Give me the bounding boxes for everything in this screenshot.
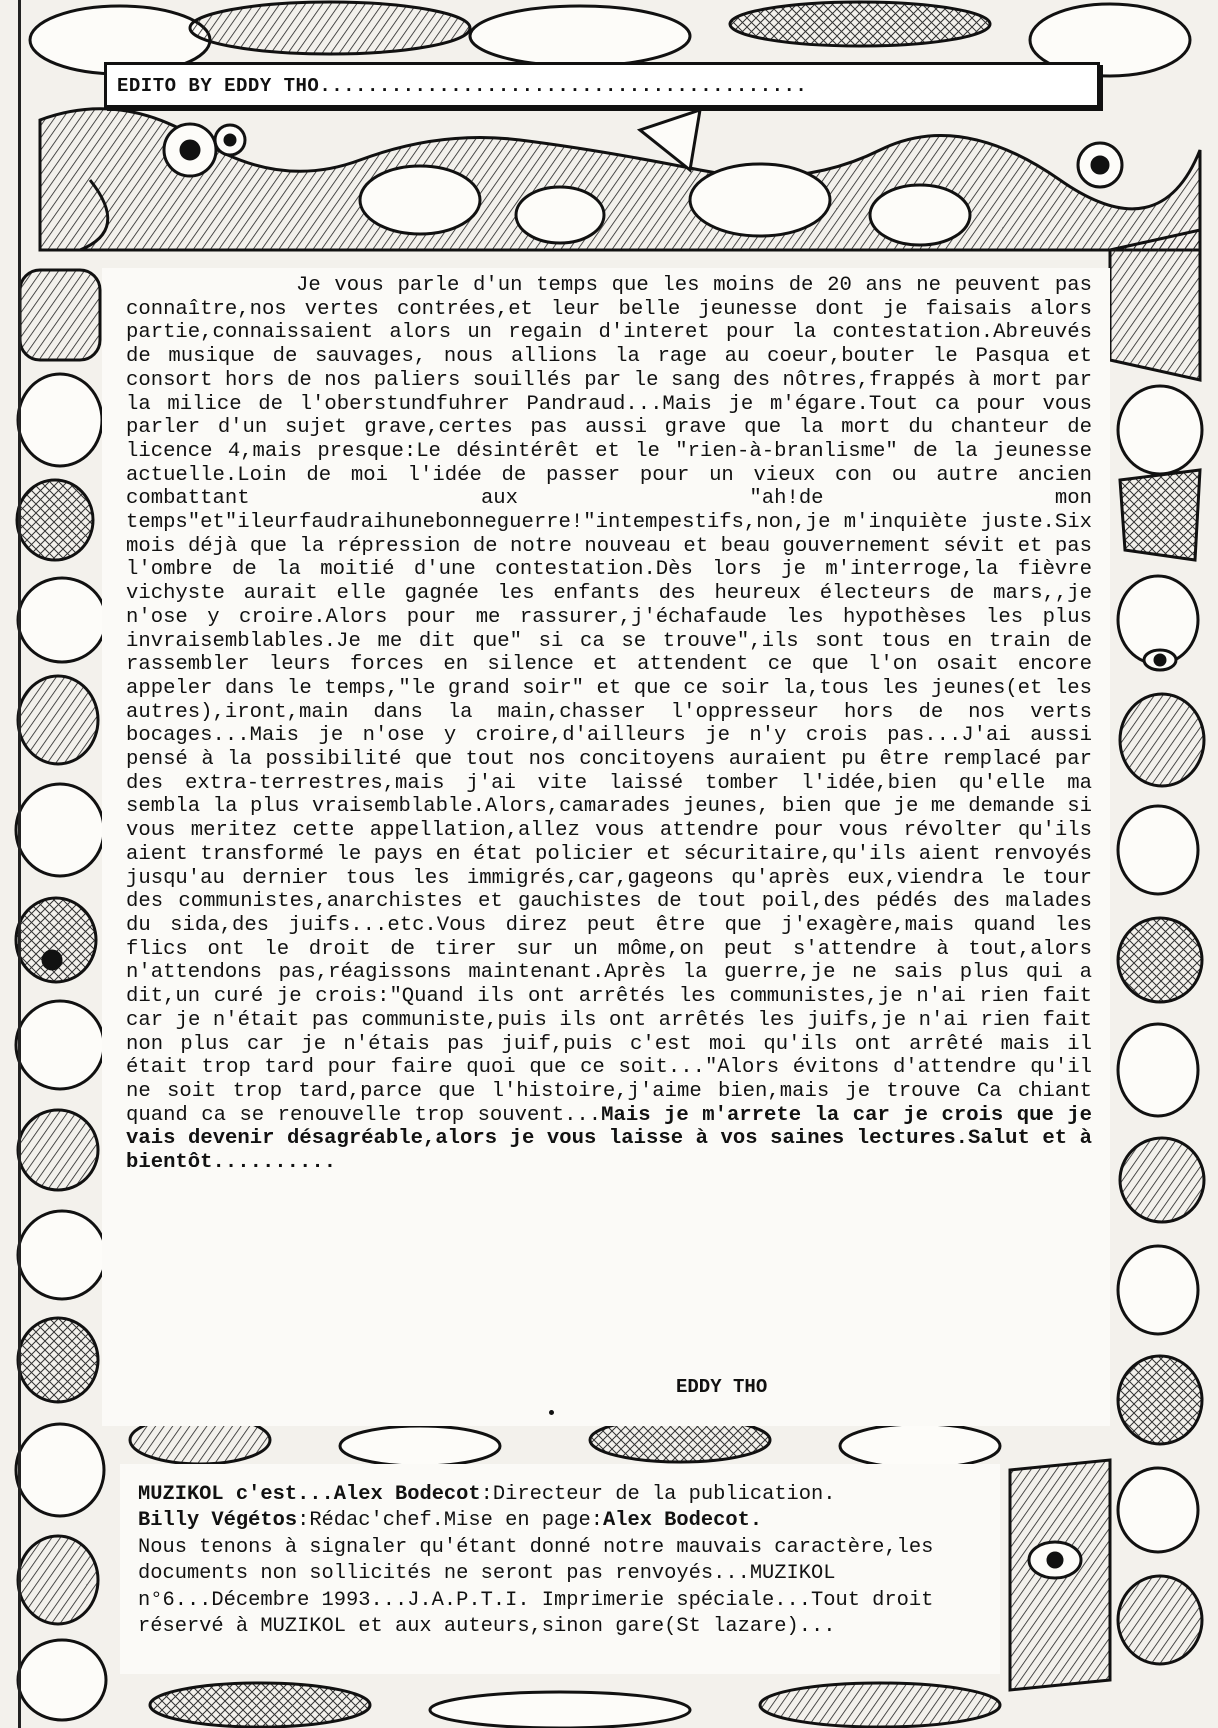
credits-panel — [120, 1464, 1000, 1674]
credits-magazine-intro: MUZIKOL c'est... — [138, 1483, 334, 1506]
credits-body — [138, 1482, 990, 1640]
edito-signature: EDDY THO — [676, 1376, 768, 1398]
credits-notice: Nous tenons à signaler qu'étant donné notre mauvais caractère,les documents non sollicités ne seront pas renvoyés...MUZIKOL n°6...Décembre 1993...J.A.P.T.I. Imprimerie spéciale...Tout droit réservé à MUZIKOL et aux auteurs,sinon gare(St lazare)... — [138, 1535, 934, 1639]
edito-paragraph-bold: Mais je m'arrete la car je crois que je vais devenir désagréable,alors je vous laisse à vos saines lectures.Salut et à bientôt.......... — [126, 1103, 1092, 1175]
credits-editor-role: :Rédac'chef.Mise en page: — [297, 1509, 603, 1533]
edito-title-bar — [104, 62, 1100, 108]
edito-paragraph-regular: Je vous parle d'un temps que les moins de 20 ans ne peuvent pas connaître,nos vertes contrées,et leur belle jeunesse dont je faisais alors partie,connaissaient alors un regain d'interet pour la contestation.Abreuvés de musique de sauvages, nous allions la rage au coeur,bouter le Pasqua et consort hors de nos paliers souillés par le sang des nôtres,frappés à mort par la milice de l'oberstundfuhrer Pandraud...Mais je m'égare.Tout ca pour vous parler d'un sujet grave,certes pas aussi grave que la mort du chanteur de licence 4,mais presque:Le désintérêt et le "rien-à-branlisme" de la jeunesse actuelle.Loin de moi l'idée de passer pour un vieux con ou autre ancien combattant aux "ah!de mon temps"et"ileurfaudraihunebonneguerre!"intempestifs,non,je m'inquiète juste.Six mois déjà que la répression de notre nouveau et beau gouvernement sévit et pas l'ombre de la moitié d'une contestation.Dès lors je m'interroge,la fièvre vichyste aurait elle gagnée les enfants des heureux électeurs de mars,,je n'ose y croire.Alors pour me rassurer,j'échafaude les hypothèses les plus invraisemblables.Je me dit que" si ca se trouve",ils sont tous en train de rassembler leurs forces en silence et attendent ce que l'on osait encore appeler dans le temps,"le grand soir" et que ce soir la,tous les jeunes(et les autres),iront,main dans la main,chasser l'oppresseur hors de nos verts bocages...Mais je n'ose y croire,d'ailleurs je n'y crois pas...J'ai aussi pensé à la possibilité que tout nos concitoyens auraient pu être remplacé par des extra-terrestres,mais j'ai vite laissé tomber l'idée,bien qu'elle ma sembla la plus vraisemblable.Alors,camarades jeunes, bien que je me demande si vous meritez cette appellation,allez vous attendre pour vous révolter qu'ils aient transformé le pays en état policier et sécuritaire,qu'ils aient renvoyés jusqu'au dernier tous les immigrés,car,gageons qu'après eux,viendra le tour des communistes,anarchistes et gauchistes de tout poil,des pédés des malades du sida,des juifs...etc.Vous direz peut être que j'exagère,mais quand les flics ont le droit de tirer sur un môme,on peut s'attendre à tout,alors n'attendons pas,réagissons maintenant.Après la guerre,je ne sais plus qui a dit,un curé je crois:"Quand ils ont arrêtés les communistes,je n'ai rien fait car je n'était pas communiste,puis ils ont arrêtés les juifs,je n'ai rien fait non plus car je n'étais pas juif,puis c'est moi qu'ils ont arrêté mais il était trop tard pour faire quoi que ce soit..."Alors évitons d'attendre qu'il ne soit trop tard,parce que l'histoire,j'aime bien,mais je trouve Ca chiant quand ca se renouvelle trop souvent... — [126, 274, 1092, 1127]
credits-director-role: :Directeur de la publication. — [480, 1483, 836, 1506]
decorative-dot — [549, 1410, 554, 1415]
edito-text-panel — [102, 268, 1110, 1426]
credits-director-name: Alex Bodecot — [333, 1483, 481, 1506]
credits-editor-name: Billy Végétos — [138, 1509, 298, 1533]
credits-layout-name: Alex Bodecot. — [603, 1509, 763, 1533]
edito-title: EDITO BY EDDY THO......................................... — [117, 75, 808, 97]
edito-body — [126, 274, 1092, 1175]
